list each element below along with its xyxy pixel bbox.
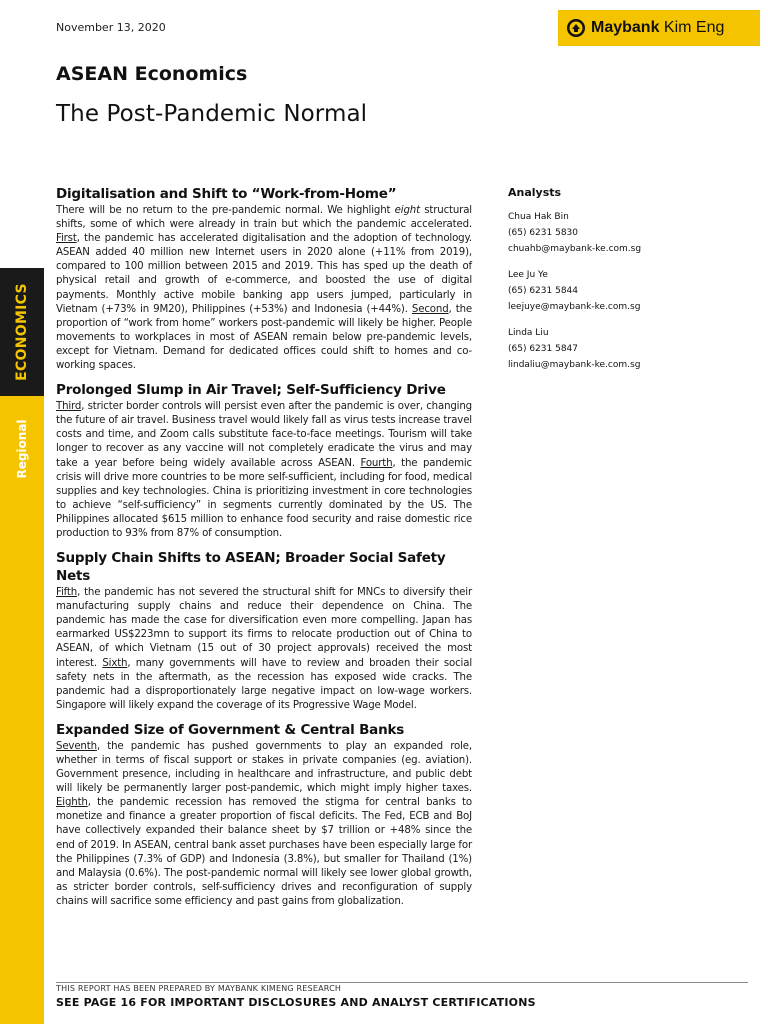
tiger-logo-icon	[566, 18, 586, 38]
section-paragraph	[56, 400, 472, 541]
text-run: , the pandemic has accelerated digitalisation and the adoption of technology. ASEAN added 40 million new Internet users in 2020 alone (+11% from 2019), compared to 100 million between 2015 and 2019. This has sped up the death of physical retail and growth of e-commerce, and boosted the use of digital payments. Monthly active mobile banking app users jumped, particularly in Vietnam (+73% in 9M20), Philippines (+53%) and Indonesia (+44%).	[56, 233, 472, 315]
analyst-phone: (65) 6231 5847	[508, 344, 579, 354]
analyst-name: Lee Ju Ye	[508, 270, 548, 280]
text-run: , the pandemic recession has removed the stigma for central banks to monetize and finance a greater proportion of fiscal deficits. The Fed, ECB and BoJ have collectively expanded their balance sheet by $7 trillion or +48% since the end of 2019. In ASEAN, central bank asset purchases have been especially large for the Philippines (7.3% of GDP) and Indonesia (3.8%), but smaller for Thailand (1%) and Malaysia (0.6%). The post-pandemic normal will likely see lower global growth, as stricter border controls, self-sufficiency drives and reconfiguration of supply chains will sacrifice some efficiency and past gains from globalization.	[56, 797, 472, 907]
analyst-email[interactable]: lindaliu@maybank-ke.com.sg	[508, 360, 641, 370]
analysts-title: Analysts	[508, 186, 562, 199]
report-date: November 13, 2020	[56, 21, 166, 34]
keyword-third: Third	[56, 401, 82, 413]
section-heading: Expanded Size of Government & Central Banks	[56, 721, 405, 738]
category-label: ECONOMICS	[14, 283, 30, 381]
logo-brand: Maybank	[591, 19, 660, 36]
keyword-second: Second	[411, 303, 449, 315]
main-column	[56, 185, 472, 917]
keyword-sixth: Sixth	[102, 657, 128, 669]
analyst-entry	[508, 325, 748, 373]
text-run: , many governments will have to review and broaden their social safety nets in the aftermath, as the recession has exposed wide cracks. The pandemic had a disproportionately large negative impact on low-wage workers. Singapore will likely expand the coverage of its Progressive Wage Model.	[56, 657, 472, 711]
analyst-email[interactable]: chuahb@maybank-ke.com.sg	[508, 244, 642, 254]
keyword-seventh: Seventh	[56, 740, 97, 752]
section-heading: Supply Chain Shifts to ASEAN; Broader Social Safety Nets	[56, 550, 446, 585]
text-run: , the pandemic has not severed the structural shift for MNCs to diversify their manufacturing supply chains and reduce their dependence on China. The pandemic has made the case for diversification even more compelling. Japan has earmarked US$223mn to support its firms to relocate production out of China to ASEAN, of which Vietnam (15 out of 30 project approvals) received the most interest.	[56, 587, 472, 669]
text-run: , the pandemic has pushed governments to play an expanded role, whether in terms of fiscal support or stakes in private companies (eg. aviation). Government presence, including in healthcare and infrastructure, and public debt will likely be permanently larger post-pandemic, which might imply higher taxes.	[56, 740, 472, 795]
keyword-eighth: Eighth	[56, 797, 88, 809]
footer-divider	[56, 982, 748, 983]
footer-disclosure[interactable]: SEE PAGE 16 FOR IMPORTANT DISCLOSURES AND ANALYST CERTIFICATIONS	[56, 996, 536, 1009]
page-title: The Post-Pandemic Normal	[56, 101, 368, 127]
text-run: , the pandemic crisis will drive more countries to be more self-sufficient, including for food, medical supplies and key technologies. China is prioritizing investment in core technologies to achieve “self-sufficiency” in segments currently dominated by the US. The Philippines allocated $615 million to enhance food security and raise domestic rice production to 93% from 87% of consumption.	[56, 457, 472, 539]
analyst-phone: (65) 6231 5830	[508, 228, 579, 238]
analyst-email[interactable]: leejuye@maybank-ke.com.sg	[508, 302, 641, 312]
analysts-panel	[508, 186, 748, 383]
analyst-phone: (65) 6231 5844	[508, 286, 579, 296]
side-band-top	[0, 0, 44, 268]
keyword-first: First	[56, 233, 77, 245]
footer-prepared-by: THIS REPORT HAS BEEN PREPARED BY MAYBANK KIMENG RESEARCH	[56, 984, 342, 993]
text-run: There will be no return to the pre-pandemic normal. We highlight	[56, 205, 395, 216]
analyst-entry	[508, 267, 748, 315]
section-heading: Prolonged Slump in Air Travel; Self-Sufficiency Drive	[56, 382, 446, 399]
keyword-fourth: Fourth	[360, 457, 393, 469]
text-run: , stricter border controls will persist even after the pandemic is over, changing the future of air travel. Business travel would likely fall as virus tests increase travel costs and time, and Zoom calls substitute face-to-face meetings. Tourism will take longer to recover as any vaccine will not completely eradicate the virus and may take a year before being widely available across ASEAN.	[56, 401, 472, 469]
text-run: structural shifts, some of which were already in train but which the pandemic accelerated.	[56, 205, 472, 231]
section-paragraph	[56, 586, 472, 713]
emphasis-text: eight	[394, 205, 420, 216]
section-paragraph	[56, 204, 472, 373]
side-band	[0, 0, 44, 1024]
analyst-name: Chua Hak Bin	[508, 212, 569, 222]
region-label: Regional	[15, 419, 29, 479]
section-heading: Digitalisation and Shift to “Work-from-Home”	[56, 186, 397, 202]
logo-text	[591, 19, 724, 37]
analyst-name: Linda Liu	[508, 328, 549, 338]
side-band-region	[0, 396, 44, 1024]
section-paragraph	[56, 740, 472, 909]
keyword-fifth: Fifth	[56, 587, 78, 599]
maybank-logo	[558, 10, 760, 46]
series-title: ASEAN Economics	[56, 63, 248, 85]
text-run: , the proportion of “work from home” workers post-pandemic will likely be higher. People movements to workplaces in most of ASEAN remain below pre-pandemic levels, except for Vietnam. Demand for dedicated offices could shift to homes and co-working spaces.	[56, 303, 473, 372]
logo-sub: Kim Eng	[659, 19, 725, 36]
analyst-entry	[508, 209, 748, 257]
